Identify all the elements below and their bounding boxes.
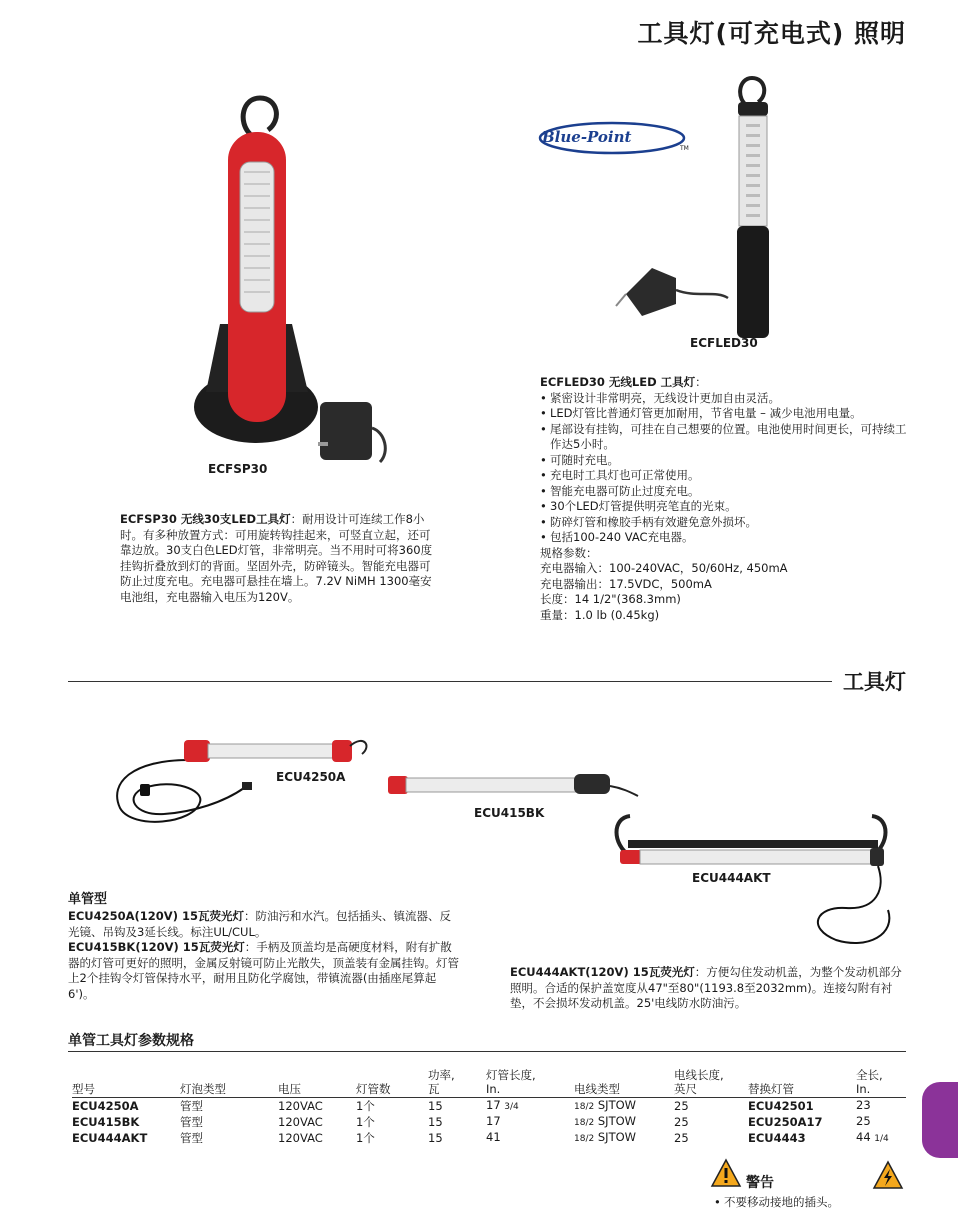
blue-point-logo-text: Blue-Point xyxy=(542,128,632,146)
ecu444akt-desc: ：方便勾住发动机盖，为整个发动机部分照明。合适的保护盖宽度从47"至80"(1193.8至2032mm)。连接勾附有衬垫，不会损坏发动机盖。25'电线防水防油污。 xyxy=(510,965,902,1010)
list-item: • 充电时工具灯也可正常使用。 xyxy=(540,468,910,484)
ecfled30-spec-line: 重量：1.0 lb (0.45kg) xyxy=(540,607,660,622)
warning-icon xyxy=(710,1158,742,1188)
section-divider xyxy=(68,681,832,682)
spec-table xyxy=(72,1068,906,1146)
col-power: 功率, 瓦 xyxy=(428,1068,486,1098)
page-title: 工具灯(可充电式) 照明 xyxy=(637,19,906,48)
list-item: • 不要移动接地的插头。 xyxy=(714,1195,914,1211)
ecfled30-caption: ECFLED30 xyxy=(690,336,758,350)
ecu444akt-caption: ECU444AKT xyxy=(692,871,771,885)
list-item: • 尾部设有挂钩，可挂在自己想要的位置。电池使用时间更长，可持续工作达5小时。 xyxy=(540,422,910,453)
table-row: ECU415BK 管型 120VAC 1个 15 17 18/2 SJTOW 25 ECU250A17 25 xyxy=(72,1114,871,1129)
trademark-mark: TM xyxy=(680,145,689,152)
spec-table-rule xyxy=(68,1051,906,1052)
list-item: • 智能充电器可防止过度充电。 xyxy=(540,484,910,500)
ecfled30-image xyxy=(612,72,812,342)
section-tab xyxy=(922,1082,958,1158)
ecfled30-heading xyxy=(540,375,910,391)
warning-label: 警告 xyxy=(746,1175,774,1191)
list-item: • LED灯管比普通灯管更加耐用，节省电量 – 减少电池用电量。 xyxy=(540,406,910,422)
warning-list xyxy=(714,1195,914,1211)
ecfled30-details xyxy=(540,375,910,623)
ecu415bk-description xyxy=(68,940,462,1002)
table-row: ECU4250A 管型 120VAC 1个 15 17 3/4 18/2 SJTOW 25 ECU42501 23 xyxy=(72,1098,871,1113)
ecu415bk-name: ECU415BK(120V) 15瓦荧光灯 xyxy=(68,940,245,954)
ecu415bk-image xyxy=(384,768,644,804)
ecu4250a-name: ECU4250A(120V) 15瓦荧光灯 xyxy=(68,909,244,923)
ecu4250a-caption: ECU4250A xyxy=(276,770,346,784)
ecfled30-specs-title: 规格参数： xyxy=(540,545,598,560)
col-voltage: 电压 xyxy=(278,1068,356,1098)
ecfsp30-description xyxy=(120,512,440,605)
list-item: • 包括100-240 VAC充电器。 xyxy=(540,530,910,546)
col-count: 灯管数 xyxy=(356,1068,428,1098)
ecfled30-name: ECFLED30 无线LED 工具灯 xyxy=(540,375,696,389)
ecu444akt-image xyxy=(606,810,902,966)
col-replacement: 替换灯管 xyxy=(748,1068,856,1098)
col-model: 型号 xyxy=(72,1068,180,1098)
ecfsp30-caption: ECFSP30 xyxy=(208,462,268,476)
col-cord-length: 电线长度, 英尺 xyxy=(674,1068,748,1098)
ecfled30-spec-line: 长度：14 1/2"(368.3mm) xyxy=(540,592,681,606)
list-item: • 30个LED灯管提供明亮笔直的光束。 xyxy=(540,499,910,515)
ecu415bk-caption: ECU415BK xyxy=(474,806,545,820)
ecfsp30-name: ECFSP30 无线30支LED工具灯 xyxy=(120,512,291,526)
list-item: • 紧密设计非常明亮，无线设计更加自由灵活。 xyxy=(540,391,910,407)
ecu444akt-name: ECU444AKT(120V) 15瓦荧光灯 xyxy=(510,965,695,979)
ecfsp30-desc: ：耐用设计可连续工作8小时。有多种放置方式：可用旋转钩挂起来，可竖直立起，还可靠边放。30支白色LED灯管，非常明亮。当不用时可将360度挂钩折叠放到灯的背面。坚固外壳，防碎镜头。智能充电器可防止过度充电。充电器可悬挂在墙上。7.2V NiMH 1300毫安电池组，充电器输入电压为120V。 xyxy=(120,512,433,604)
single-tube-subhead: 单管型 xyxy=(68,892,108,907)
section-title: 工具灯 xyxy=(843,670,906,694)
ecu415bk-desc: ：手柄及顶盖均是高硬度材料，附有扩散器的灯管可更好的照明，金属反射镜可防止光散失，顶盖装有金属挂钩。灯管上2个挂钩令灯管保持水平，耐用且防化学腐蚀，带镇流器(由插座尾算起6')。 xyxy=(68,940,459,1001)
list-item: • 可随时充电。 xyxy=(540,453,910,469)
table-row: ECU444AKT 管型 120VAC 1个 15 41 18/2 SJTOW 25 ECU4443 44 1/4 xyxy=(72,1130,889,1145)
ecfsp30-image xyxy=(180,92,400,467)
col-cord-type: 电线类型 xyxy=(574,1068,674,1098)
ecfled30-spec-line: 充电器输入：100-240VAC，50/60Hz, 450mA xyxy=(540,561,788,575)
table-header-row xyxy=(72,1068,906,1098)
col-total-length: 全长, In. xyxy=(856,1068,906,1098)
col-tube-length: 灯管长度, In. xyxy=(486,1068,574,1098)
ecfled30-name-suffix: ： xyxy=(695,375,707,389)
ecfled30-spec-line: 充电器输出：17.5VDC，500mA xyxy=(540,576,712,591)
ecfled30-feature-list xyxy=(540,391,910,546)
spec-table-title: 单管工具灯参数规格 xyxy=(68,1033,194,1049)
ecu4250a-desc: ：防油污和水汽。包括插头、镇流器、反光镜、吊钩及3延长线。标注UL/CUL。 xyxy=(68,909,451,939)
electric-hazard-icon xyxy=(872,1160,904,1190)
list-item: • 防碎灯管和橡胶手柄有效避免意外损坏。 xyxy=(540,515,910,531)
ecu444akt-description xyxy=(510,965,906,1012)
ecu4250a-description xyxy=(68,909,462,940)
col-bulb: 灯泡类型 xyxy=(180,1068,278,1098)
